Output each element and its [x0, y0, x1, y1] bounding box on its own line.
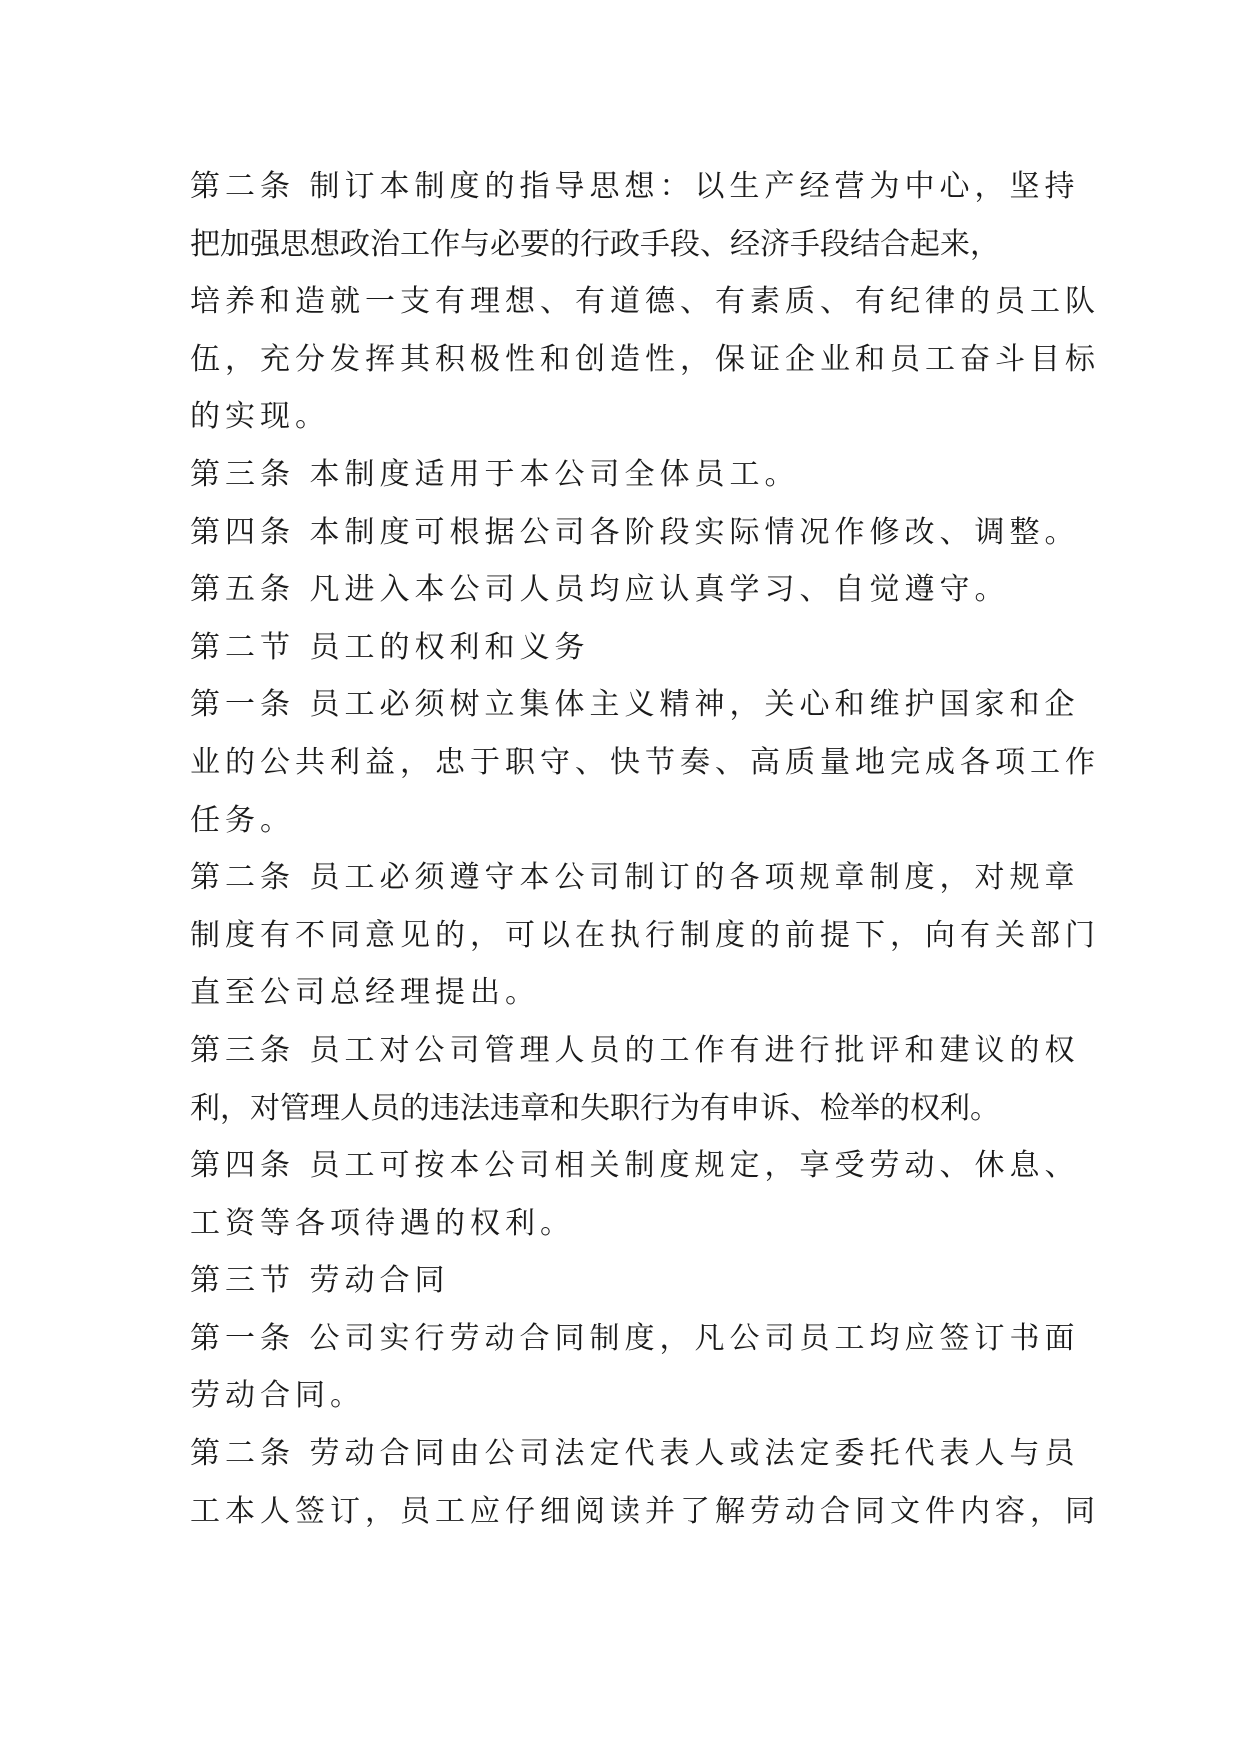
text-line: 伍，充分发挥其积极性和创造性，保证企业和员工奋斗目标 [190, 341, 1100, 377]
text-line: 业的公共利益，忠于职守、快节奏、高质量地完成各项工作 [190, 744, 1100, 780]
text-line: 直至公司总经理提出。 [190, 975, 540, 1011]
text-line: 利，对管理人员的违法违章和失职行为有申诉、检举的权利。 [190, 1090, 1000, 1126]
text-line: 第二条 员工必须遵守本公司制订的各项规章制度，对规章 [190, 860, 1080, 896]
text-line: 任务。 [190, 802, 295, 838]
text-line: 第二条 劳动合同由公司法定代表人或法定委托代表人与员 [190, 1436, 1080, 1472]
text-line: 第五条 凡进入本公司人员均应认真学习、自觉遵守。 [190, 572, 1010, 608]
text-line: 第三节 劳动合同 [190, 1263, 450, 1299]
text-line: 第四条 员工可按本公司相关制度规定，享受劳动、休息、 [190, 1148, 1080, 1184]
text-line: 第一条 员工必须树立集体主义精神，关心和维护国家和企 [190, 687, 1080, 723]
text-line: 第三条 本制度适用于本公司全体员工。 [190, 456, 800, 492]
text-line: 培养和造就一支有理想、有道德、有素质、有纪律的员工队 [190, 284, 1100, 320]
text-line: 第一条 公司实行劳动合同制度，凡公司员工均应签订书面 [190, 1320, 1080, 1356]
text-line: 制度有不同意见的，可以在执行制度的前提下，向有关部门 [190, 917, 1100, 953]
text-line: 的实现。 [190, 399, 330, 435]
text-line: 第四条 本制度可根据公司各阶段实际情况作修改、调整。 [190, 514, 1080, 550]
text-line: 第三条 员工对公司管理人员的工作有进行批评和建议的权 [190, 1032, 1080, 1068]
text-line: 工本人签订，员工应仔细阅读并了解劳动合同文件内容，同 [190, 1493, 1100, 1529]
text-line: 把加强思想政治工作与必要的行政手段、经济手段结合起来， [190, 226, 1000, 262]
text-line: 劳动合同。 [190, 1378, 365, 1414]
text-line: 第二条 制订本制度的指导思想：以生产经营为中心，坚持 [190, 169, 1080, 204]
text-line: 第二节 员工的权利和义务 [190, 629, 590, 665]
document-body [190, 158, 1100, 1540]
text-line: 工资等各项待遇的权利。 [190, 1205, 575, 1241]
